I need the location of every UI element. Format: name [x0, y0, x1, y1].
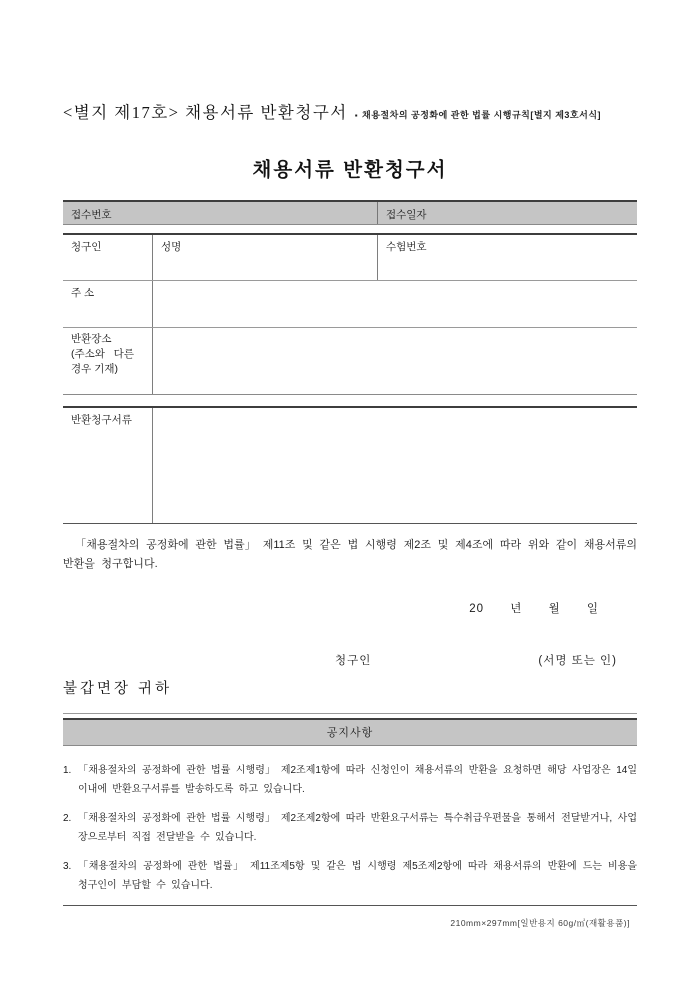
notice-title: 공지사항	[326, 727, 374, 739]
receipt-number-cell: 접수번호	[63, 202, 378, 224]
form-number: <별지 제17호> 채용서류 반환청구서	[63, 103, 348, 122]
address-field	[153, 281, 637, 327]
notice-item	[63, 761, 637, 800]
regulation-note	[355, 108, 601, 123]
return-place-label	[63, 328, 153, 394]
regulation-note-text: 채용절차의 공정화에 관한 법률 시행규칙[별지 제3호서식]	[362, 110, 602, 120]
name-field: 성명	[153, 235, 378, 280]
square-bullet-icon: ▪	[354, 111, 359, 120]
sign-or-seal-label: (서명 또는 인)	[538, 654, 617, 667]
addressee: 불갑면장 귀하	[63, 680, 173, 697]
notice-item-number: 2.	[63, 812, 72, 824]
exam-number-field: 수험번호	[386, 241, 427, 253]
form-header	[63, 99, 637, 123]
notice-separator-line	[63, 713, 637, 714]
date-year-label: 년	[510, 602, 523, 615]
return-place-label-line: (주소와 다른	[71, 348, 134, 361]
form-content	[63, 0, 637, 929]
notice-item-text: 「채용절차의 공정화에 관한 법률 시행령」 제2조제1항에 따라 신청인이 채용서류의 반환을 요청하면 해당 사업장은 14일 이내에 반환요구서류를 발송하도록 하고 있습니다.	[78, 764, 637, 795]
table-row	[63, 281, 637, 328]
date-day-label: 일	[586, 602, 599, 615]
notice-header-bar	[63, 718, 637, 746]
table-row	[63, 328, 637, 395]
paper-size-footer: 210mm×297mm[일반용지 60g/㎡(재활용품)]	[450, 917, 630, 928]
address-label: 주 소	[63, 281, 153, 327]
applicant-label: 청구인	[63, 235, 153, 280]
applicant-table	[63, 233, 637, 395]
bottom-rule-line	[63, 905, 637, 906]
notice-item-text: 「채용절차의 공정화에 관한 법률」 제11조제5항 및 같은 법 시행령 제5조제2항에 따라 채용서류의 반환에 드는 비용을 청구인이 부담할 수 있습니다.	[78, 860, 637, 891]
documents-field	[153, 408, 637, 523]
notice-item	[63, 857, 637, 896]
table-row	[63, 235, 637, 281]
documents-section	[63, 406, 637, 524]
return-place-field	[153, 328, 637, 394]
signature-line	[63, 652, 637, 668]
date-month-label: 월	[548, 602, 561, 615]
receipt-header-row	[63, 200, 637, 225]
date-line	[63, 600, 637, 616]
page-title: 채용서류 반환청구서	[252, 159, 448, 181]
receipt-date-cell: 접수일자	[386, 209, 427, 221]
return-place-label-line: 반환장소	[71, 333, 112, 345]
notice-item-number: 1.	[63, 764, 72, 776]
declaration-text: 「채용절차의 공정화에 관한 법률」 제11조 및 같은 법 시행령 제2조 및 제4조에 따라 위와 같이 채용서류의 반환을 청구합니다.	[63, 539, 637, 571]
notice-item	[63, 809, 637, 848]
signature-applicant-label: 청구인	[335, 654, 372, 667]
notice-item-number: 3.	[63, 860, 72, 872]
notice-item-text: 「채용절차의 공정화에 관한 법률 시행령」 제2조제2항에 따라 반환요구서류는 특수취급우편물을 통해서 전달받거나, 사업장으로부터 직접 전달받을 수 있습니다.	[78, 812, 637, 843]
documents-label: 반환청구서류	[63, 408, 153, 523]
date-year-prefix: 20	[469, 602, 485, 615]
notice-list	[63, 761, 637, 896]
return-place-label-line: 경우 기재)	[71, 363, 118, 376]
